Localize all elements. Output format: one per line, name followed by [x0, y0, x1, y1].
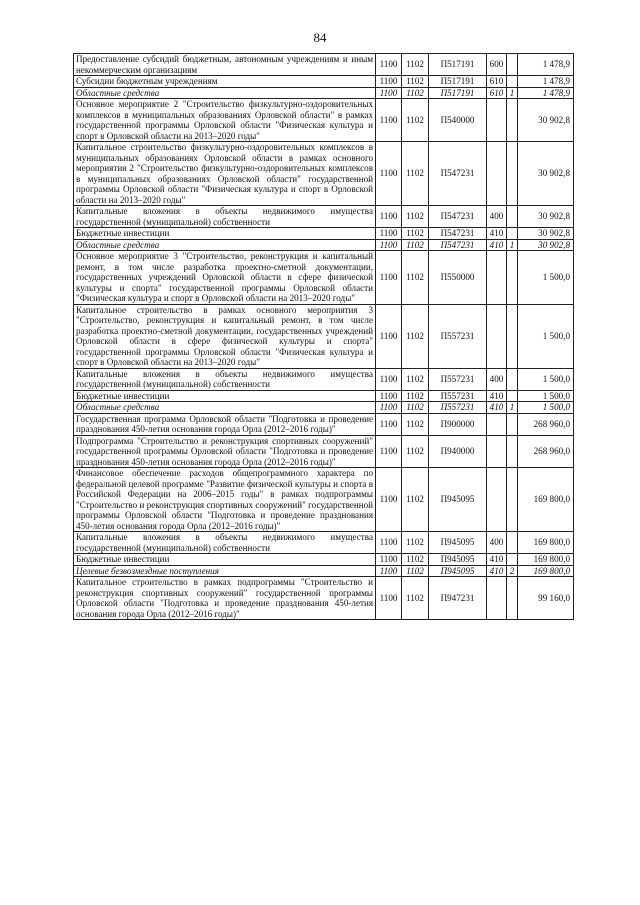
funding-source-cell	[507, 413, 518, 435]
table-row	[74, 554, 574, 566]
amount-cell: 1 478,9	[518, 54, 574, 76]
section-code-cell: 1100	[376, 390, 402, 402]
section-code-cell: 1100	[376, 54, 402, 76]
budget-table	[73, 53, 574, 620]
row-name-cell: Бюджетные инвестиции	[74, 554, 376, 566]
expense-type-code-cell: 410	[487, 239, 507, 251]
table-row	[74, 251, 574, 305]
table-row	[74, 402, 574, 414]
row-name-cell: Целевые безвозмездные поступления	[74, 565, 376, 577]
section-code-cell: 1100	[376, 368, 402, 390]
section-code-cell: 1100	[376, 304, 402, 368]
funding-source-cell	[507, 468, 518, 532]
expense-type-code-cell	[487, 142, 507, 206]
amount-cell: 1 500,0	[518, 304, 574, 368]
expense-type-code-cell	[487, 99, 507, 142]
subsection-code-cell: 1102	[402, 99, 429, 142]
subsection-code-cell: 1102	[402, 304, 429, 368]
page-number: 84	[313, 30, 327, 45]
section-code-cell: 1100	[376, 228, 402, 240]
table-row	[74, 413, 574, 435]
amount-cell: 1 478,9	[518, 76, 574, 88]
amount-cell: 1 478,9	[518, 87, 574, 99]
subsection-code-cell: 1102	[402, 368, 429, 390]
target-item-code-cell: П557231	[429, 368, 487, 390]
target-item-code-cell: П517191	[429, 87, 487, 99]
subsection-code-cell: 1102	[402, 390, 429, 402]
expense-type-code-cell: 400	[487, 368, 507, 390]
target-item-code-cell: П547231	[429, 228, 487, 240]
target-item-code-cell: П550000	[429, 251, 487, 305]
target-item-code-cell: П947231	[429, 577, 487, 620]
funding-source-cell: 2	[507, 565, 518, 577]
funding-source-cell	[507, 554, 518, 566]
target-item-code-cell: П945095	[429, 468, 487, 532]
funding-source-cell	[507, 142, 518, 206]
expense-type-code-cell: 410	[487, 390, 507, 402]
section-code-cell: 1100	[376, 565, 402, 577]
table-row	[74, 565, 574, 577]
expense-type-code-cell: 410	[487, 554, 507, 566]
expense-type-code-cell: 400	[487, 206, 507, 228]
expense-type-code-cell	[487, 435, 507, 468]
expense-type-code-cell	[487, 577, 507, 620]
subsection-code-cell: 1102	[402, 554, 429, 566]
expense-type-code-cell: 410	[487, 228, 507, 240]
row-name-cell: Капитальные вложения в объекты недвижимого имущества государственной (муниципальной) собственности	[74, 532, 376, 554]
funding-source-cell	[507, 532, 518, 554]
subsection-code-cell: 1102	[402, 413, 429, 435]
subsection-code-cell: 1102	[402, 87, 429, 99]
table-row	[74, 435, 574, 468]
table-row	[74, 532, 574, 554]
amount-cell: 99 160,0	[518, 577, 574, 620]
expense-type-code-cell: 610	[487, 87, 507, 99]
target-item-code-cell: П945095	[429, 565, 487, 577]
row-name-cell: Капитальное строительство физкультурно-оздоровительных комплексов в муниципальных образованиях Орловской области в рамках основного мероприятия 2 "Строительство физкультурно-оздоровительных комплексов в муниципальных образованиях Орловской области" государственной программы Орловской области "Физическая культура и спорт в Орловской области на 2013–2020 годы"	[74, 142, 376, 206]
row-name-cell: Бюджетные инвестиции	[74, 228, 376, 240]
funding-source-cell	[507, 390, 518, 402]
section-code-cell: 1100	[376, 87, 402, 99]
table-row	[74, 87, 574, 99]
target-item-code-cell: П945095	[429, 532, 487, 554]
subsection-code-cell: 1102	[402, 206, 429, 228]
subsection-code-cell: 1102	[402, 251, 429, 305]
amount-cell: 1 500,0	[518, 251, 574, 305]
expense-type-code-cell: 410	[487, 565, 507, 577]
row-name-cell: Капитальные вложения в объекты недвижимого имущества государственной (муниципальной) собственности	[74, 206, 376, 228]
section-code-cell: 1100	[376, 577, 402, 620]
target-item-code-cell: П517191	[429, 76, 487, 88]
funding-source-cell: 1	[507, 402, 518, 414]
section-code-cell: 1100	[376, 554, 402, 566]
amount-cell: 268 960,0	[518, 413, 574, 435]
target-item-code-cell: П557231	[429, 390, 487, 402]
target-item-code-cell: П940000	[429, 435, 487, 468]
expense-type-code-cell: 410	[487, 402, 507, 414]
funding-source-cell	[507, 206, 518, 228]
budget-table-body	[74, 54, 574, 620]
row-name-cell: Финансовое обеспечение расходов общепрограммного характера по федеральной целевой программе "Развитие физической культуры и спорта в Российской Федерации на 2006–2015 годы" в рамках подпрограммы "Строительство и реконструкция спортивных сооружений" государственной программы Орловской области "Подготовка и проведение празднования 450-летия основания города Орла (2012–2016 годы)"	[74, 468, 376, 532]
row-name-cell: Областные средства	[74, 87, 376, 99]
expense-type-code-cell	[487, 413, 507, 435]
table-row	[74, 142, 574, 206]
section-code-cell: 1100	[376, 413, 402, 435]
amount-cell: 30 902,8	[518, 239, 574, 251]
section-code-cell: 1100	[376, 76, 402, 88]
funding-source-cell	[507, 435, 518, 468]
target-item-code-cell: П547231	[429, 239, 487, 251]
subsection-code-cell: 1102	[402, 468, 429, 532]
target-item-code-cell: П540000	[429, 99, 487, 142]
amount-cell: 30 902,8	[518, 228, 574, 240]
table-row	[74, 368, 574, 390]
section-code-cell: 1100	[376, 99, 402, 142]
row-name-cell: Субсидии бюджетным учреждениям	[74, 76, 376, 88]
amount-cell: 169 800,0	[518, 565, 574, 577]
section-code-cell: 1100	[376, 402, 402, 414]
section-code-cell: 1100	[376, 532, 402, 554]
expense-type-code-cell: 610	[487, 76, 507, 88]
target-item-code-cell: П557231	[429, 402, 487, 414]
amount-cell: 1 500,0	[518, 402, 574, 414]
table-row	[74, 99, 574, 142]
table-row	[74, 390, 574, 402]
target-item-code-cell: П517191	[429, 54, 487, 76]
subsection-code-cell: 1102	[402, 54, 429, 76]
amount-cell: 169 800,0	[518, 532, 574, 554]
funding-source-cell	[507, 368, 518, 390]
target-item-code-cell: П547231	[429, 142, 487, 206]
expense-type-code-cell	[487, 251, 507, 305]
funding-source-cell	[507, 251, 518, 305]
table-row	[74, 206, 574, 228]
section-code-cell: 1100	[376, 142, 402, 206]
target-item-code-cell: П900000	[429, 413, 487, 435]
amount-cell: 30 902,8	[518, 206, 574, 228]
subsection-code-cell: 1102	[402, 402, 429, 414]
funding-source-cell	[507, 54, 518, 76]
section-code-cell: 1100	[376, 239, 402, 251]
target-item-code-cell: П547231	[429, 206, 487, 228]
expense-type-code-cell: 400	[487, 532, 507, 554]
amount-cell: 1 500,0	[518, 368, 574, 390]
funding-source-cell	[507, 577, 518, 620]
section-code-cell: 1100	[376, 468, 402, 532]
row-name-cell: Основное мероприятие 3 "Строительство, реконструкция и капитальный ремонт, в том числе разработка проектно-сметной документации, государственных учреждений Орловской области в сфере физической культуры и спорта" государственной программы Орловской области "Физическая культура и спорт в Орловской области на 2013–2020 годы"	[74, 251, 376, 305]
target-item-code-cell: П557231	[429, 304, 487, 368]
row-name-cell: Бюджетные инвестиции	[74, 390, 376, 402]
table-row	[74, 468, 574, 532]
funding-source-cell	[507, 99, 518, 142]
table-row	[74, 228, 574, 240]
table-row	[74, 54, 574, 76]
expense-type-code-cell	[487, 468, 507, 532]
target-item-code-cell: П945095	[429, 554, 487, 566]
row-name-cell: Областные средства	[74, 402, 376, 414]
row-name-cell: Капитальное строительство в рамках подпрограммы "Строительство и реконструкция спортивных сооружений" государственной программы Орловской области "Подготовка и проведение празднования 450-летия основания города Орла (2012–2016 годы)"	[74, 577, 376, 620]
subsection-code-cell: 1102	[402, 142, 429, 206]
row-name-cell: Предоставление субсидий бюджетным, автономным учреждениям и иным некоммерческим организациям	[74, 54, 376, 76]
amount-cell: 169 800,0	[518, 554, 574, 566]
section-code-cell: 1100	[376, 206, 402, 228]
subsection-code-cell: 1102	[402, 532, 429, 554]
subsection-code-cell: 1102	[402, 565, 429, 577]
row-name-cell: Подпрограмма "Строительство и реконструкция спортивных сооружений" государственной программы Орловской области "Подготовка и проведение празднования 450-летия основания города Орла (2012–2016 годы)"	[74, 435, 376, 468]
funding-source-cell	[507, 76, 518, 88]
subsection-code-cell: 1102	[402, 76, 429, 88]
funding-source-cell: 1	[507, 239, 518, 251]
subsection-code-cell: 1102	[402, 228, 429, 240]
table-row	[74, 239, 574, 251]
amount-cell: 268 960,0	[518, 435, 574, 468]
subsection-code-cell: 1102	[402, 577, 429, 620]
row-name-cell: Капитальные вложения в объекты недвижимого имущества государственной (муниципальной) собственности	[74, 368, 376, 390]
amount-cell: 169 800,0	[518, 468, 574, 532]
table-row	[74, 304, 574, 368]
table-row	[74, 76, 574, 88]
row-name-cell: Основное мероприятие 2 "Строительство физкультурно-оздоровительных комплексов в муниципальных образованиях Орловской области" в рамках государственной программы Орловской области "Физическая культура и спорт в Орловской области на 2013–2020 годы"	[74, 99, 376, 142]
row-name-cell: Капитальное строительство в рамках основного мероприятия 3 "Строительство, реконструкция и капитальный ремонт, в том числе разработка проектно-сметной документации, государственных учреждений Орловской области в сфере физической культуры и спорта" государственной программы Орловской области "Физическая культура и спорт в Орловской области на 2013–2020 годы"	[74, 304, 376, 368]
amount-cell: 1 500,0	[518, 390, 574, 402]
subsection-code-cell: 1102	[402, 239, 429, 251]
funding-source-cell	[507, 228, 518, 240]
subsection-code-cell: 1102	[402, 435, 429, 468]
expense-type-code-cell: 600	[487, 54, 507, 76]
section-code-cell: 1100	[376, 435, 402, 468]
amount-cell: 30 902,8	[518, 142, 574, 206]
funding-source-cell	[507, 304, 518, 368]
table-row	[74, 577, 574, 620]
section-code-cell: 1100	[376, 251, 402, 305]
amount-cell: 30 902,8	[518, 99, 574, 142]
funding-source-cell: 1	[507, 87, 518, 99]
expense-type-code-cell	[487, 304, 507, 368]
row-name-cell: Областные средства	[74, 239, 376, 251]
row-name-cell: Государственная программа Орловской области "Подготовка и проведение празднования 450-летия основания города Орла (2012–2016 годы)"	[74, 413, 376, 435]
